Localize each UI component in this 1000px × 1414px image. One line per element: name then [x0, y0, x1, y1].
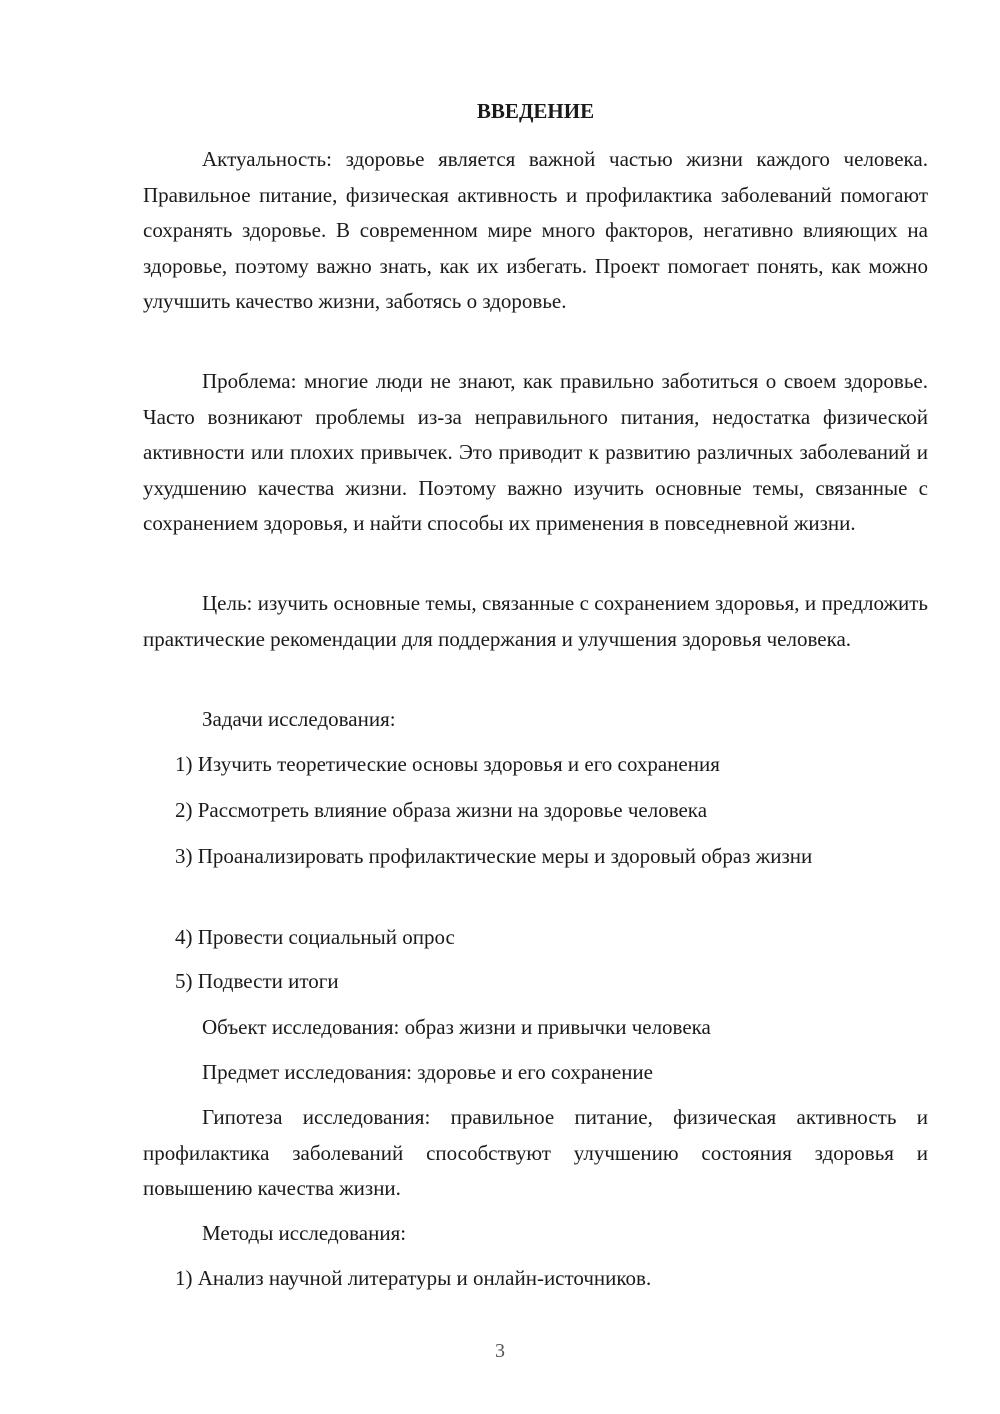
task-item-4: 4) Провести социальный опрос	[175, 925, 455, 949]
relevance-paragraph: Актуальность: здоровье является важной частью жизни каждого человека. Правильное питание, физическая активность и профилактика заболеваний помогают сохранять здоровье. В современном мире много факторов, негативно влияющих на здоровье, поэтому важно знать, как их избегать. Проект помогает понять, как можно улучшить качество жизни, заботясь о здоровье.	[143, 147, 928, 313]
subject-paragraph: Предмет исследования: здоровье и его сохранение	[202, 1060, 653, 1084]
section-heading: ВВЕДЕНИЕ	[476, 99, 595, 123]
problem-paragraph: Проблема: многие люди не знают, как правильно заботиться о своем здоровье. Часто возникают проблемы из-за неправильного питания, недостатка физической активности или плохих привычек. Это приводит к развитию различных заболеваний и ухудшению качества жизни. Поэтому важно изучить основные темы, связанные с сохранением здоровья, и найти способы их применения в повседневной жизни.	[143, 369, 928, 535]
object-paragraph: Объект исследования: образ жизни и привычки человека	[202, 1015, 711, 1039]
task-item-3: 3) Проанализировать профилактические меры и здоровый образ жизни	[175, 844, 813, 868]
page-number: 3	[495, 1340, 505, 1362]
tasks-heading: Задачи исследования:	[202, 707, 396, 731]
task-item-5: 5) Подвести итоги	[175, 969, 339, 993]
task-item-1: 1) Изучить теоретические основы здоровья и его сохранения	[175, 752, 720, 776]
methods-heading: Методы исследования:	[202, 1221, 407, 1245]
task-item-2: 2) Рассмотреть влияние образа жизни на здоровье человека	[175, 798, 708, 822]
hypothesis-paragraph: Гипотеза исследования: правильное питание, физическая активность и профилактика заболеваний способствуют улучшению состояния здоровья и повышению качества жизни.	[143, 1105, 928, 1200]
goal-paragraph: Цель: изучить основные темы, связанные с сохранением здоровья, и предложить практические рекомендации для поддержания и улучшения здоровья человека.	[143, 591, 928, 651]
method-item-1: 1) Анализ научной литературы и онлайн-источников.	[175, 1266, 652, 1290]
